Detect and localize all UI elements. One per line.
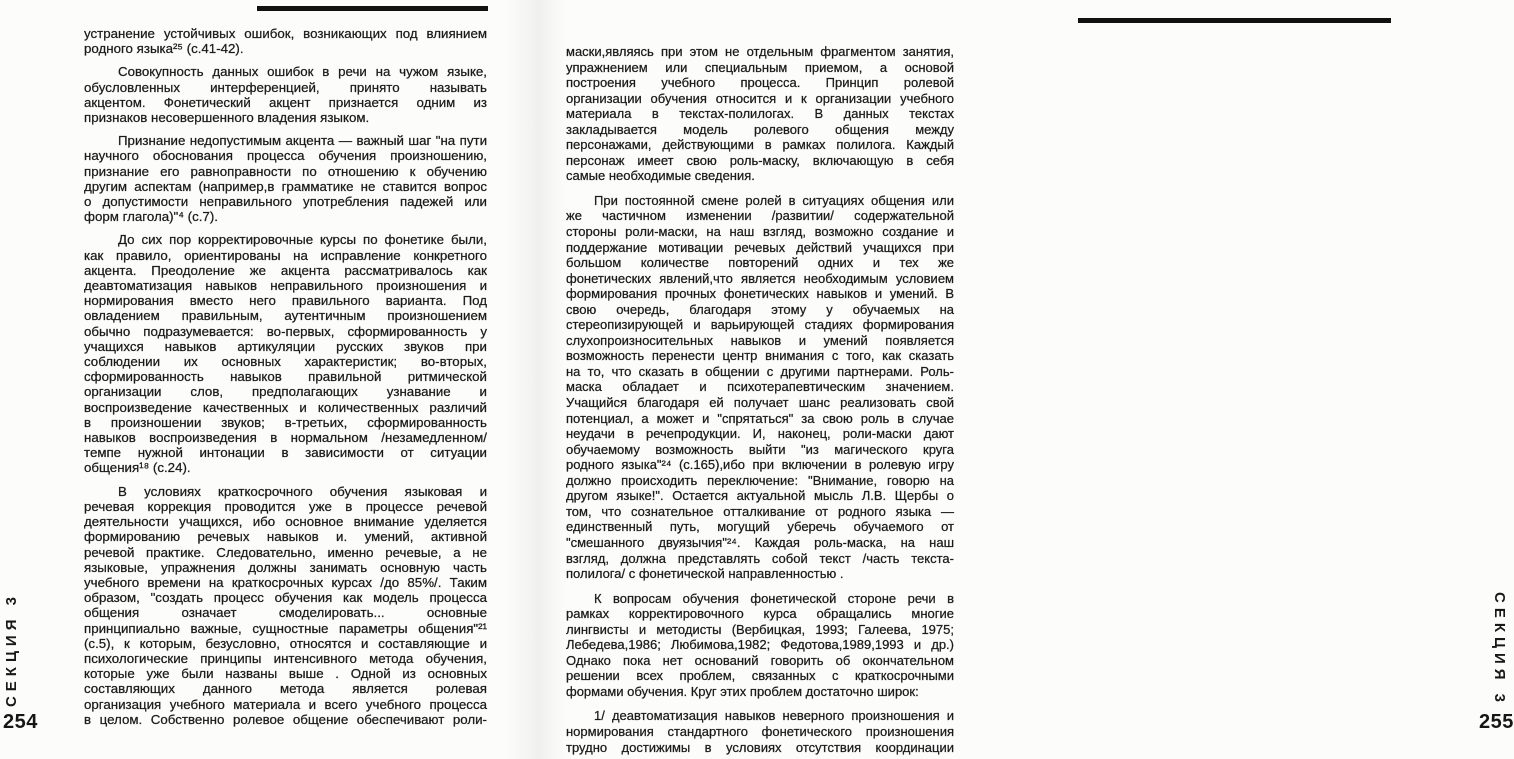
text-line: том, что сознательное отталкивание от родного языка —: [566, 503, 954, 519]
text-line: трудно достижимы в условиях отсутствия координации: [566, 739, 954, 755]
left-page-number: 254: [3, 711, 38, 733]
text-line: на то, что сказать в общении с другими партнерами. Роль-: [566, 363, 954, 379]
text-line: сформированность навыков правильной ритмической: [84, 369, 487, 385]
paragraph: [566, 193, 954, 582]
text-line: нормирования вместо него правильного варианта. Под: [84, 293, 487, 309]
text-line: составляющих данного метода является ролевая: [84, 681, 487, 697]
text-line: организации обучения относится и к организации учебного: [566, 90, 954, 106]
text-line: 1/ деавтоматизация навыков неверного произношения и: [594, 708, 954, 724]
text-line: обычно подразумевается: во-первых, сформированность у: [84, 323, 487, 339]
text-line: речевая коррекция проводится уже в процессе речевой: [84, 498, 487, 514]
text-line: формирования прочных фонетических навыков и умений. В: [566, 286, 954, 302]
paragraph: [566, 708, 954, 755]
paragraph: [84, 232, 487, 475]
text-line: организации слов, предполагающих узнавание и: [84, 384, 487, 400]
text-line: Признание недопустимым акцента — важный шаг "на пути: [118, 133, 487, 149]
text-line: решении всех проблем, связанных с краткосрочными: [566, 668, 954, 684]
text-line: научного обоснования процесса обучения произношению,: [84, 148, 487, 164]
text-line: форм глагола)"⁴ (с.7).: [84, 209, 218, 225]
text-line: К вопросам обучения фонетической стороне речи в: [594, 590, 954, 606]
text-line: полилога/ с фонетической направленностью .: [566, 566, 844, 582]
text-line: принципиально важные, сущностные параметры общения"²¹: [84, 620, 487, 636]
text-line: овладением правильным, аутентичным произношением: [84, 308, 487, 324]
text-line: лингвисты и методисты (Вербицкая, 1993; Галеева, 1975;: [566, 621, 954, 637]
text-line: признаков несовершенного владения языком.: [84, 110, 370, 126]
text-line: стороны роли-маски, на наш взгляд, возможно создание и: [566, 224, 954, 240]
right-header-rule: [1078, 18, 1391, 23]
text-line: родного языка²⁵ (с.41-42).: [84, 41, 244, 57]
text-line: персонаж имеет свою роль-маску, включающую в себя: [566, 152, 954, 168]
text-line: признание его равноправности по отношению к обучению: [84, 163, 487, 179]
text-line: в произношении звуков; в-третьих, сформированность: [84, 414, 487, 430]
text-line: как правило, ориентированы на исправление конкретного: [84, 247, 487, 263]
text-line: "смешанного двуязычия"²⁴. Каждая роль-маска, на наш: [566, 534, 954, 550]
text-line: Учащийся благодаря ей получает шанс реализовать свой: [566, 395, 954, 411]
text-line: материала в текстах-полилогах. В данных текстах: [566, 106, 954, 122]
right-section-label: СЕКЦИЯ 3: [1491, 592, 1508, 708]
text-line: деавтоматизация навыков неправильного произношения и: [84, 278, 487, 294]
text-line: языковые, упражнения должны занимать основную часть: [84, 559, 487, 575]
right-page-text: [566, 44, 954, 755]
text-line: речевой практике. Следовательно, именно речевые, а не: [84, 544, 487, 560]
text-line: единственный путь, могущий уберечь обучаемого от: [566, 519, 954, 535]
text-line: большом количестве повторений одних и тех же: [566, 255, 954, 271]
paragraph: [84, 64, 487, 125]
text-line: В условиях краткосрочного обучения языковая и: [118, 483, 487, 499]
text-line: маска обладает и психотерапевтическим значением.: [566, 379, 954, 395]
text-line: закладывается модель ролевого общения между: [566, 121, 954, 137]
text-line: обусловленных интерференцией, принято называть: [84, 79, 487, 95]
text-line: которые уже были названы выше . Одной из основных: [84, 666, 487, 682]
text-line: персонажами, действующими в рамках полилога. Каждый: [566, 137, 954, 153]
text-line: учебного времени на краткосрочных курсах /до 85%/. Таким: [84, 574, 487, 590]
text-line: в целом. Собственно ролевое общение обеспечивают роли-: [84, 711, 487, 727]
text-line: свою очередь, благодаря этому у обучаемых на: [566, 301, 954, 317]
text-line: родного языка"²⁴ (с.165),ибо при включении в ролевую игру: [566, 457, 954, 473]
left-page-text: [84, 26, 487, 727]
text-line: При постоянной смене ролей в ситуациях общения или: [594, 192, 954, 208]
text-line: психологические принципы интенсивного метода обучения,: [84, 650, 487, 666]
text-line: общения¹⁸ (с.24).: [84, 460, 191, 476]
text-line: построения учебного процесса. Принцип ролевой: [566, 75, 954, 91]
text-line: организация учебного материала и всего учебного процесса: [84, 696, 487, 712]
text-line: же частичном изменении /развитии/ содержательной: [566, 208, 954, 224]
text-line: рамках корректировочного курса обращались многие: [566, 606, 954, 622]
text-line: акцентом. Фонетический акцент признается одним из: [84, 94, 487, 110]
text-line: учащихся навыков артикуляции русских звуков при: [84, 338, 487, 354]
text-line: устранение устойчивых ошибок, возникающих под влиянием: [84, 26, 487, 41]
text-line: Лебедева,1986; Любимова,1982; Федотова,1989,1993 и др.): [566, 637, 954, 653]
text-line: темпе нужной интонации в зависимости от ситуации: [84, 445, 487, 461]
text-line: маски,являясь при этом не отдельным фрагментом занятия,: [566, 44, 954, 59]
text-line: нормирования стандартного фонетического произношения: [566, 723, 954, 739]
text-line: До сих пор корректировочные курсы по фонетике были,: [118, 232, 487, 248]
text-line: воспроизведение качественных и количественных различий: [84, 399, 487, 415]
text-line: взгляд, должна представлять собой текст /часть текста-: [566, 550, 954, 566]
text-line: неудачи в речепродукции. И, наконец, роли-маски дают: [566, 426, 954, 442]
text-line: стереопизирующей и варьирующей стадиях формирования: [566, 317, 954, 333]
text-line: Однако пока нет оснований говорить об окончательном: [566, 652, 954, 668]
text-line: (с.5), к которым, безусловно, относятся и составляющие и: [84, 635, 487, 651]
left-section-label: СЕКЦИЯ 3: [3, 592, 20, 708]
right-page-number: 255: [1479, 711, 1514, 733]
text-line: другим аспектам (например,в грамматике не ставится вопрос: [84, 178, 487, 194]
text-line: общения означает смоделировать... основные: [84, 605, 487, 621]
text-line: деятельности учащихся, ибо основное внимание уделяется: [84, 514, 487, 530]
paragraph: [84, 26, 487, 56]
text-line: другом языке!". Остается актуальной мысль Л.В. Щербы о: [566, 488, 954, 504]
text-line: формированию речевых навыков и. умений, активной: [84, 529, 487, 545]
text-line: возможность перенести центр внимания с того, как сказать: [566, 348, 954, 364]
paragraph: [84, 133, 487, 224]
text-line: упражнением или специальным приемом, а основой: [566, 59, 954, 75]
paragraph: [566, 44, 954, 184]
paragraph: [566, 591, 954, 700]
text-line: акцента. Преодоление же акцента рассматривалось как: [84, 262, 487, 278]
text-line: слухопроизносительных навыков и умений появляется: [566, 332, 954, 348]
text-line: формами обучения. Круг этих проблем достаточно широк:: [566, 683, 919, 699]
text-line: должно происходить переключение: "Внимание, говорю на: [566, 472, 954, 488]
left-header-rule: [257, 6, 488, 11]
text-line: обучаемому возможность выйти "из магического круга: [566, 441, 954, 457]
text-line: потенциал, а может и "спрятаться" за свою роль в случае: [566, 410, 954, 426]
text-line: фонетических явлений,что является необходимым условием: [566, 270, 954, 286]
text-line: навыков воспроизведения в нормальном /незамедленном/: [84, 430, 487, 446]
text-line: поддержание мотивации речевых действий учащихся при: [566, 239, 954, 255]
text-line: самые необходимые сведения.: [566, 168, 755, 184]
text-line: Совокупность данных ошибок в речи на чужом языке,: [118, 64, 487, 80]
text-line: соблюдении их основных характеристик; во-вторых,: [84, 354, 487, 370]
text-line: о допустимости неправильного употребления падежей или: [84, 194, 487, 210]
text-line: образом, "создать процесс обучения как модель процесса: [84, 590, 487, 606]
paragraph: [84, 484, 487, 727]
